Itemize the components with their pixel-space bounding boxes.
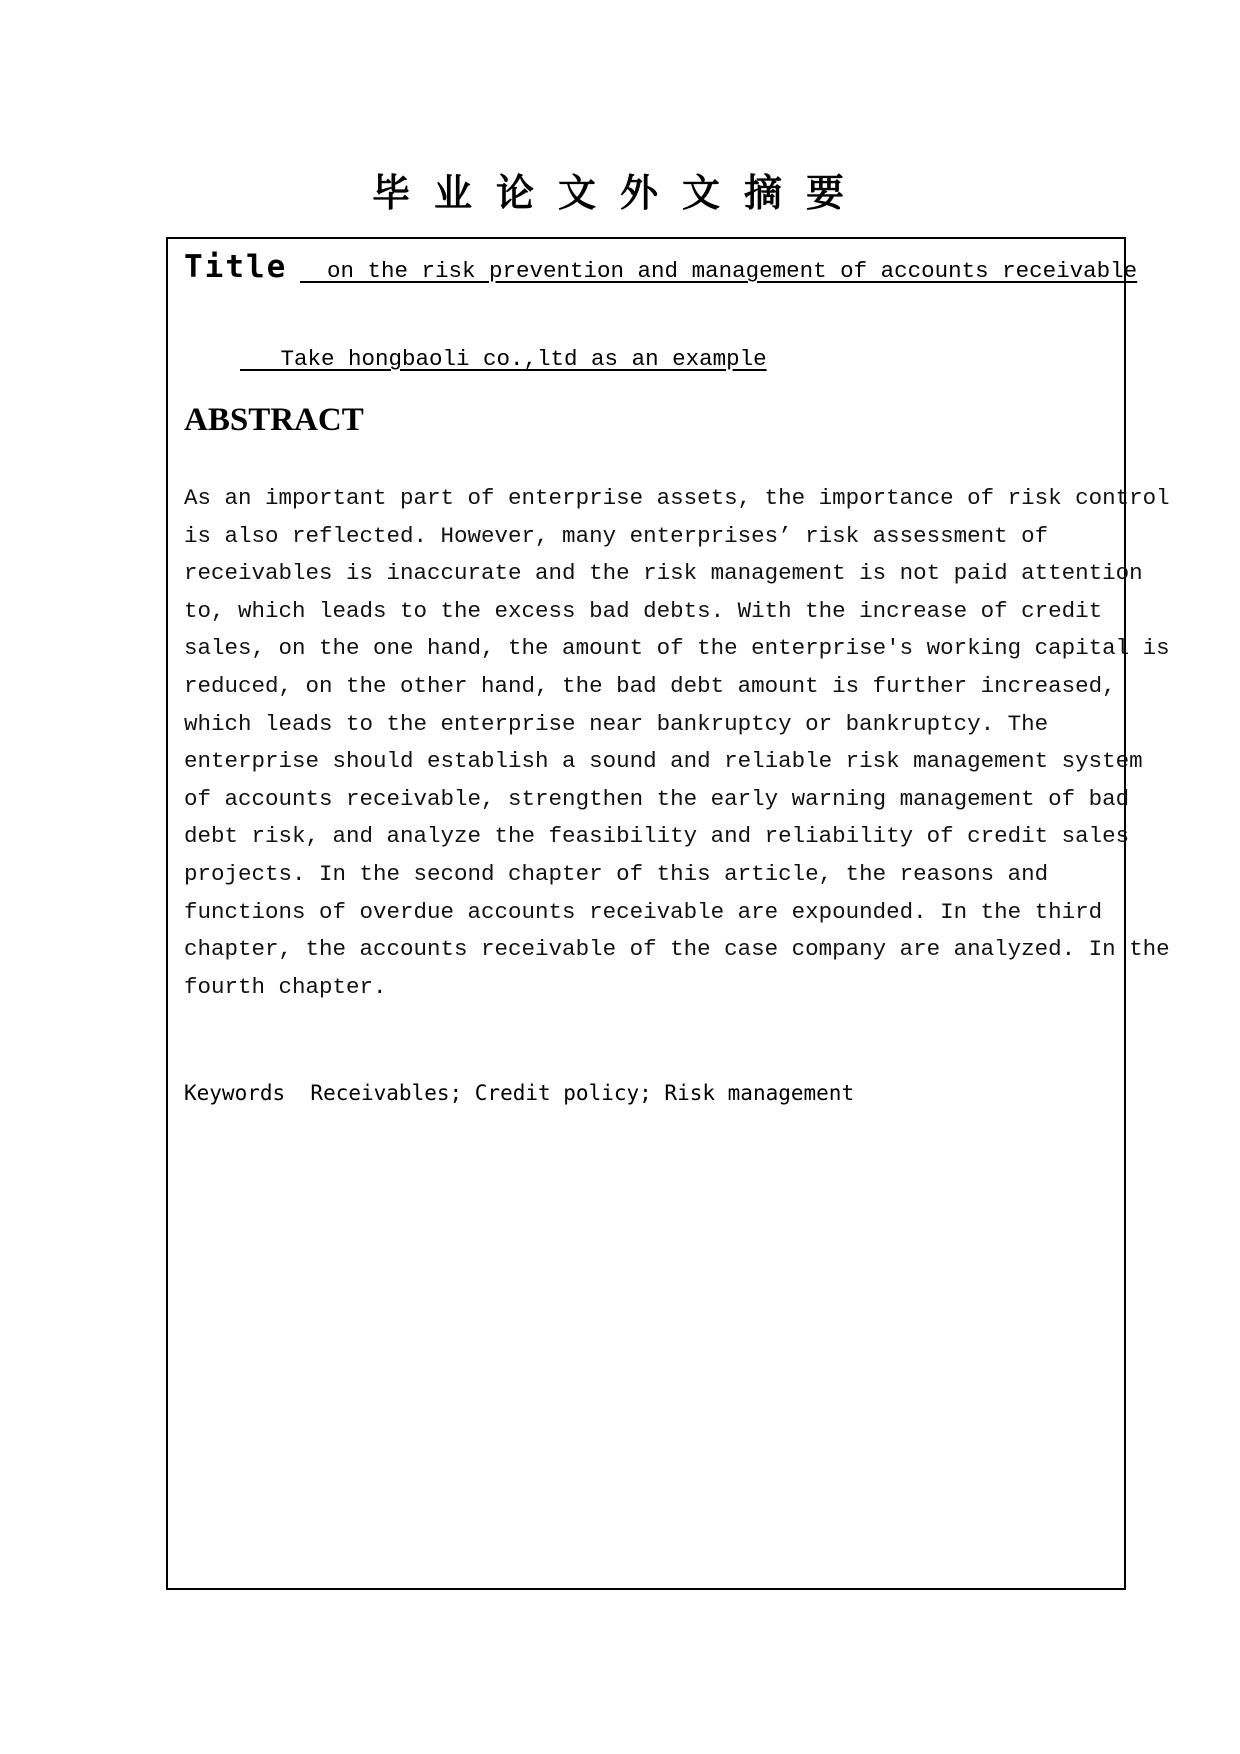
- page-heading: 毕业论文外文摘要: [371, 171, 868, 215]
- abstract-line: fourth chapter.: [184, 973, 387, 1000]
- abstract-line: receivables is inaccurate and the risk management is not paid attention: [184, 560, 1143, 587]
- abstract-line: is also reflected. However, many enterprises’ risk assessment of: [184, 522, 1049, 549]
- abstract-heading: ABSTRACT: [184, 402, 364, 438]
- abstract-line: of accounts receivable, strengthen the early warning management of bad: [184, 785, 1130, 812]
- abstract-line: chapter, the accounts receivable of the case company are analyzed. In the: [184, 936, 1170, 963]
- abstract-line: sales, on the one hand, the amount of the enterprise's working capital is: [184, 635, 1170, 662]
- abstract-line: reduced, on the other hand, the bad debt amount is further increased,: [184, 672, 1116, 699]
- abstract-frame: [166, 237, 1170, 1590]
- abstract-line: which leads to the enterprise near bankruptcy or bankruptcy. The: [184, 710, 1049, 737]
- title-line-2: Take hongbaoli co.,ltd as an example: [240, 346, 767, 372]
- title-line-1: on the risk prevention and management of accounts receivable: [300, 258, 1138, 284]
- abstract-line: enterprise should establish a sound and reliable risk management system: [184, 748, 1143, 775]
- title-label: Title: [184, 249, 288, 285]
- keywords: Keywords Receivables; Credit policy; Risk management: [184, 1081, 855, 1105]
- abstract-line: to, which leads to the excess bad debts. With the increase of credit: [184, 597, 1103, 624]
- abstract-line: functions of overdue accounts receivable are expounded. In the third: [184, 898, 1103, 925]
- abstract-line: debt risk, and analyze the feasibility and reliability of credit sales: [184, 823, 1130, 850]
- abstract-body: [184, 480, 1170, 1006]
- abstract-line: projects. In the second chapter of this article, the reasons and: [184, 860, 1049, 887]
- abstract-line: As an important part of enterprise assets, the importance of risk control: [184, 485, 1170, 511]
